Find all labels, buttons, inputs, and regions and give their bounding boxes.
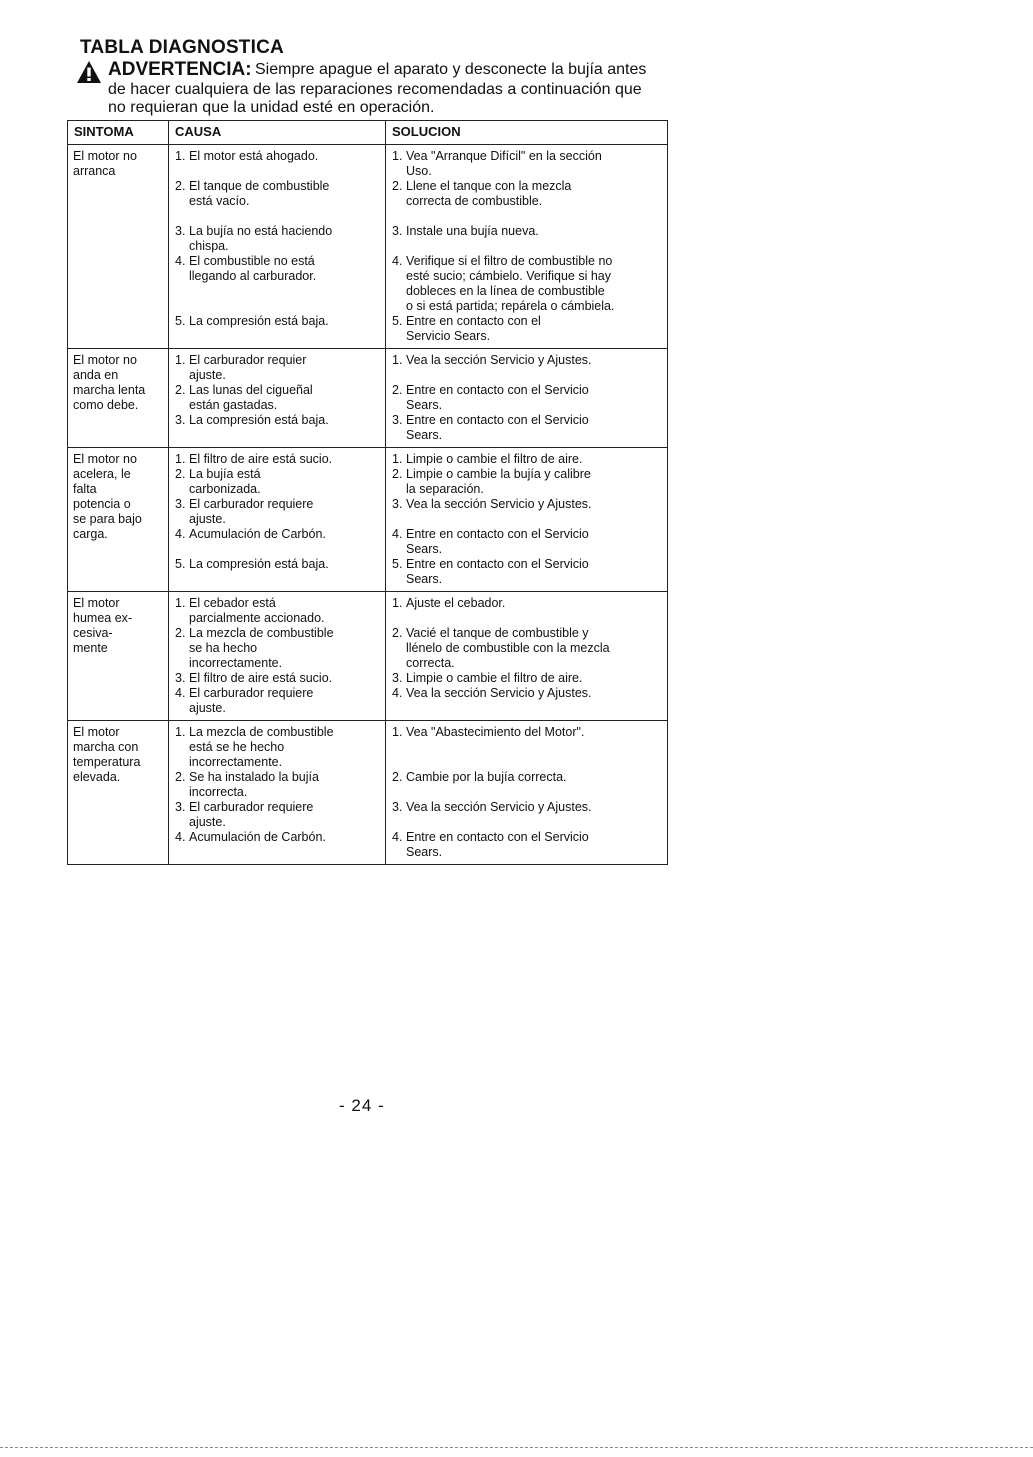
solution-item (392, 353, 661, 383)
symptom-line: El motor no (73, 149, 137, 163)
solution-line: Limpie o cambie el filtro de aire. (406, 452, 583, 466)
cause-cell (169, 721, 386, 865)
solution-line: Sears. (406, 845, 443, 859)
warning-text-line-1: Siempre apague el aparato y desconecte la bujía antes (255, 61, 647, 78)
solution-item (392, 800, 661, 830)
solution-line: Llene el tanque con la mezcla (406, 179, 572, 193)
cause-item-text (189, 254, 379, 314)
cause-item (175, 626, 379, 671)
solution-item-text (406, 179, 661, 209)
solution-item-number: 2. (392, 179, 403, 193)
page-number: - 24 - (339, 1096, 385, 1115)
solution-line: Sears. (406, 428, 443, 442)
symptom-line: falta (73, 482, 97, 496)
cause-item-number: 1. (175, 353, 186, 367)
solution-item-text (406, 800, 661, 830)
symptom-cell (68, 721, 169, 865)
header-causa: CAUSA (169, 121, 386, 145)
solution-cell (386, 592, 668, 721)
cause-item-text (189, 527, 379, 557)
symptom-line: se para bajo (73, 512, 142, 526)
cause-item-number: 3. (175, 671, 186, 685)
solution-line: llénelo de combustible con la mezcla (406, 641, 610, 655)
cause-item-number: 4. (175, 830, 186, 844)
solution-item-text (406, 686, 661, 716)
solution-item-number: 2. (392, 770, 403, 784)
solution-item (392, 467, 661, 497)
cause-item (175, 383, 379, 413)
bottom-edge-line (0, 1447, 1033, 1448)
table-row (68, 145, 668, 349)
cause-line: ajuste. (189, 512, 226, 526)
solution-item (392, 314, 661, 344)
cause-line: La mezcla de combustible (189, 725, 334, 739)
cause-item (175, 254, 379, 314)
cause-item-text (189, 314, 379, 344)
page-title: TABLA DIAGNOSTICA (80, 37, 284, 58)
cause-item (175, 830, 379, 860)
solution-item-text (406, 830, 661, 860)
solution-line: correcta de combustible. (406, 194, 543, 208)
solution-line: correcta. (406, 656, 455, 670)
line-spacer (406, 239, 661, 254)
cause-item (175, 686, 379, 716)
cause-item-number: 2. (175, 626, 186, 640)
symptom-line: humea ex- (73, 611, 133, 625)
solution-line: Vea "Abastecimiento del Motor". (406, 725, 585, 739)
solution-item-number: 4. (392, 254, 403, 268)
cause-item-number: 1. (175, 725, 186, 739)
cause-line: El motor está ahogado. (189, 149, 319, 163)
solution-item (392, 497, 661, 527)
solution-line: Servicio Sears. (406, 329, 491, 343)
solution-item-number: 1. (392, 353, 403, 367)
solution-item-text (406, 413, 661, 443)
cause-line: El filtro de aire está sucio. (189, 671, 333, 685)
solution-item (392, 557, 661, 587)
solution-item (392, 179, 661, 209)
cause-line: llegando al carburador. (189, 269, 317, 283)
cause-item (175, 497, 379, 527)
cause-item-text (189, 467, 379, 497)
solution-item-number: 4. (392, 686, 403, 700)
symptom-line: arranca (73, 164, 116, 178)
solution-item-number: 2. (392, 467, 403, 481)
solution-line: Entre en contacto con el Servicio (406, 830, 589, 844)
cause-item-number: 1. (175, 149, 186, 163)
solution-line: Entre en contacto con el (406, 314, 541, 328)
line-spacer (406, 815, 661, 830)
warning-text-line-3: no requieran que la unidad esté en operación. (108, 99, 435, 116)
solution-item-text (406, 467, 661, 497)
solution-line: Entre en contacto con el Servicio (406, 557, 589, 571)
solution-item-text (406, 770, 661, 800)
line-spacer (406, 701, 661, 716)
cause-line: El carburador requiere (189, 497, 314, 511)
solution-item (392, 686, 661, 716)
symptom-line: elevada. (73, 770, 121, 784)
solution-cell (386, 448, 668, 592)
solution-item-text (406, 149, 661, 179)
solution-item (392, 725, 661, 770)
line-spacer (406, 755, 661, 770)
cause-line: ajuste. (189, 701, 226, 715)
cause-item (175, 149, 379, 179)
cause-item (175, 413, 379, 443)
cause-item-number: 5. (175, 314, 186, 328)
solution-item (392, 383, 661, 413)
cause-line: El carburador requier (189, 353, 307, 367)
solution-item-text (406, 452, 661, 467)
table-row (68, 349, 668, 448)
cause-item-text (189, 224, 379, 254)
cause-line: parcialmente accionado. (189, 611, 325, 625)
cause-item (175, 527, 379, 557)
cause-line: La mezcla de combustible (189, 626, 334, 640)
cause-line: Acumulación de Carbón. (189, 830, 326, 844)
line-spacer (189, 572, 379, 587)
solution-line: la separación. (406, 482, 484, 496)
solution-item-number: 1. (392, 149, 403, 163)
solution-item (392, 149, 661, 179)
solution-line: Uso. (406, 164, 432, 178)
solution-item (392, 224, 661, 254)
symptom-line: anda en (73, 368, 119, 382)
solution-line: Verifique si el filtro de combustible no (406, 254, 613, 268)
solution-line: Sears. (406, 572, 443, 586)
symptom-line: mente (73, 641, 108, 655)
cause-item-number: 2. (175, 770, 186, 784)
symptom-line: potencia o (73, 497, 131, 511)
cause-item (175, 314, 379, 344)
cause-item (175, 725, 379, 770)
line-spacer (189, 428, 379, 443)
solution-item-number: 3. (392, 497, 403, 511)
solution-item-number: 3. (392, 224, 403, 238)
cause-item (175, 557, 379, 587)
solution-item-number: 3. (392, 671, 403, 685)
solution-item-text (406, 497, 661, 527)
solution-item-number: 1. (392, 452, 403, 466)
solution-item-text (406, 725, 661, 770)
symptom-line: como debe. (73, 398, 139, 412)
solution-line: Entre en contacto con el Servicio (406, 527, 589, 541)
cause-item-number: 3. (175, 413, 186, 427)
line-spacer (189, 542, 379, 557)
cause-item-number: 3. (175, 800, 186, 814)
solution-item-number: 4. (392, 830, 403, 844)
cause-cell (169, 145, 386, 349)
solution-item-text (406, 314, 661, 344)
table-header-row (68, 121, 668, 145)
cause-item-number: 2. (175, 467, 186, 481)
symptom-cell (68, 349, 169, 448)
line-spacer (406, 368, 661, 383)
solution-item-number: 5. (392, 314, 403, 328)
cause-line: La compresión está baja. (189, 557, 329, 571)
cause-line: carbonizada. (189, 482, 261, 496)
solution-item-text (406, 383, 661, 413)
cause-line: chispa. (189, 239, 229, 253)
symptom-line: acelera, le (73, 467, 131, 481)
cause-line: El combustible no está (189, 254, 315, 268)
line-spacer (406, 785, 661, 800)
solution-line: Limpie o cambie el filtro de aire. (406, 671, 583, 685)
cause-line: Acumulación de Carbón. (189, 527, 326, 541)
symptom-line: cesiva- (73, 626, 113, 640)
cause-cell (169, 349, 386, 448)
solution-item-text (406, 596, 661, 626)
solution-item (392, 596, 661, 626)
solution-line: Entre en contacto con el Servicio (406, 413, 589, 427)
solution-line: Cambie por la bujía correcta. (406, 770, 567, 784)
cause-item-text (189, 353, 379, 383)
symptom-line: El motor (73, 725, 120, 739)
solution-item (392, 671, 661, 686)
symptom-line: temperatura (73, 755, 141, 769)
cause-line: ajuste. (189, 815, 226, 829)
solution-item-number: 1. (392, 596, 403, 610)
cause-line: incorrectamente. (189, 656, 283, 670)
cause-item-text (189, 671, 379, 686)
header-sintoma: SINTOMA (68, 121, 169, 145)
cause-item-number: 1. (175, 452, 186, 466)
cause-item (175, 671, 379, 686)
solution-line: Vea "Arranque Difícil" en la sección (406, 149, 602, 163)
line-spacer (189, 299, 379, 314)
cause-line: se ha hecho (189, 641, 258, 655)
cause-item-text (189, 179, 379, 209)
solution-item-text (406, 557, 661, 587)
warning-triangle-icon (76, 60, 102, 84)
cause-line: El carburador requiere (189, 800, 314, 814)
cause-item (175, 353, 379, 383)
cause-line: está se he hecho (189, 740, 285, 754)
cause-item-text (189, 383, 379, 413)
symptom-cell (68, 592, 169, 721)
symptom-line: El motor no (73, 452, 137, 466)
cause-line: ajuste. (189, 368, 226, 382)
cause-item-text (189, 452, 379, 467)
cause-item-text (189, 626, 379, 671)
warning-label: ADVERTENCIA: (108, 59, 252, 80)
cause-item-number: 4. (175, 686, 186, 700)
line-spacer (189, 329, 379, 344)
cause-line: La bujía no está haciendo (189, 224, 333, 238)
cause-item-number: 1. (175, 596, 186, 610)
solution-line: Vea la sección Servicio y Ajustes. (406, 353, 592, 367)
cause-item-number: 2. (175, 179, 186, 193)
solution-item-text (406, 224, 661, 254)
cause-line: incorrecta. (189, 785, 248, 799)
cause-line: La bujía está (189, 467, 261, 481)
solution-line: Limpie o cambie la bujía y calibre (406, 467, 591, 481)
cause-line: La compresión está baja. (189, 314, 329, 328)
cause-line: El cebador está (189, 596, 276, 610)
line-spacer (406, 512, 661, 527)
symptom-line: El motor (73, 596, 120, 610)
table-row (68, 448, 668, 592)
cause-item-number: 4. (175, 254, 186, 268)
solution-item-number: 3. (392, 800, 403, 814)
cause-item-text (189, 413, 379, 443)
solution-item-text (406, 671, 661, 686)
solution-item (392, 830, 661, 860)
solution-item-number: 5. (392, 557, 403, 571)
cause-item-number: 3. (175, 224, 186, 238)
diagnostic-table-body (68, 145, 668, 865)
cause-item-number: 5. (175, 557, 186, 571)
cause-line: El filtro de aire está sucio. (189, 452, 333, 466)
table-row (68, 592, 668, 721)
cause-item (175, 800, 379, 830)
cause-item-text (189, 725, 379, 770)
solution-item-text (406, 527, 661, 557)
symptom-cell (68, 448, 169, 592)
diagnostic-table (67, 120, 668, 865)
cause-line: está vacío. (189, 194, 250, 208)
cause-line: El tanque de combustible (189, 179, 330, 193)
line-spacer (406, 611, 661, 626)
solution-item (392, 452, 661, 467)
solution-item-text (406, 254, 661, 314)
cause-cell (169, 448, 386, 592)
cause-item-text (189, 557, 379, 587)
solution-cell (386, 349, 668, 448)
solution-line: Vacié el tanque de combustible y (406, 626, 589, 640)
solution-item (392, 254, 661, 314)
symptom-cell (68, 145, 169, 349)
solution-line: Sears. (406, 398, 443, 412)
solution-line: Ajuste el cebador. (406, 596, 506, 610)
solution-item (392, 626, 661, 671)
cause-item-text (189, 830, 379, 860)
cause-line: El carburador requiere (189, 686, 314, 700)
cause-item-text (189, 497, 379, 527)
solution-item-text (406, 626, 661, 671)
cause-item-text (189, 686, 379, 716)
cause-cell (169, 592, 386, 721)
solution-line: Instale una bujía nueva. (406, 224, 539, 238)
cause-line: Se ha instalado la bujía (189, 770, 319, 784)
cause-item (175, 770, 379, 800)
solution-line: Sears. (406, 542, 443, 556)
cause-item-text (189, 770, 379, 800)
cause-item (175, 179, 379, 209)
cause-item-number: 2. (175, 383, 186, 397)
solution-item (392, 527, 661, 557)
line-spacer (406, 740, 661, 755)
solution-line: Vea la sección Servicio y Ajustes. (406, 497, 592, 511)
solution-item-text (406, 353, 661, 383)
symptom-line: carga. (73, 527, 108, 541)
solution-cell (386, 145, 668, 349)
solution-item-number: 2. (392, 626, 403, 640)
line-spacer (189, 284, 379, 299)
cause-item-text (189, 149, 379, 179)
solution-line: Vea la sección Servicio y Ajustes. (406, 686, 592, 700)
solution-item-number: 4. (392, 527, 403, 541)
cause-line: La compresión está baja. (189, 413, 329, 427)
solution-line: esté sucio; cámbielo. Verifique si hay (406, 269, 611, 283)
cause-item-number: 4. (175, 527, 186, 541)
item-spacer (392, 209, 661, 224)
cause-item-text (189, 800, 379, 830)
header-solucion: SOLUCION (386, 121, 668, 145)
cause-line: incorrectamente. (189, 755, 283, 769)
solution-item-number: 3. (392, 413, 403, 427)
cause-item (175, 596, 379, 626)
symptom-line: marcha con (73, 740, 139, 754)
solution-item-number: 2. (392, 383, 403, 397)
line-spacer (189, 164, 379, 179)
solution-item (392, 413, 661, 443)
line-spacer (189, 845, 379, 860)
warning-text-line-2: de hacer cualquiera de las reparaciones recomendadas a continuación que (108, 81, 642, 98)
cause-item (175, 452, 379, 467)
solution-line: o si está partida; repárela o cámbiela. (406, 299, 615, 313)
symptom-line: marcha lenta (73, 383, 146, 397)
cause-item (175, 467, 379, 497)
cause-line: están gastadas. (189, 398, 278, 412)
table-row (68, 721, 668, 865)
cause-item-text (189, 596, 379, 626)
cause-line: Las lunas del cigueñal (189, 383, 313, 397)
solution-item-number: 1. (392, 725, 403, 739)
item-spacer (175, 209, 379, 224)
symptom-line: El motor no (73, 353, 137, 367)
solution-item (392, 770, 661, 800)
cause-item-number: 3. (175, 497, 186, 511)
solution-line: Entre en contacto con el Servicio (406, 383, 589, 397)
solution-line: Vea la sección Servicio y Ajustes. (406, 800, 592, 814)
cause-item (175, 224, 379, 254)
solution-line: dobleces en la línea de combustible (406, 284, 605, 298)
solution-cell (386, 721, 668, 865)
